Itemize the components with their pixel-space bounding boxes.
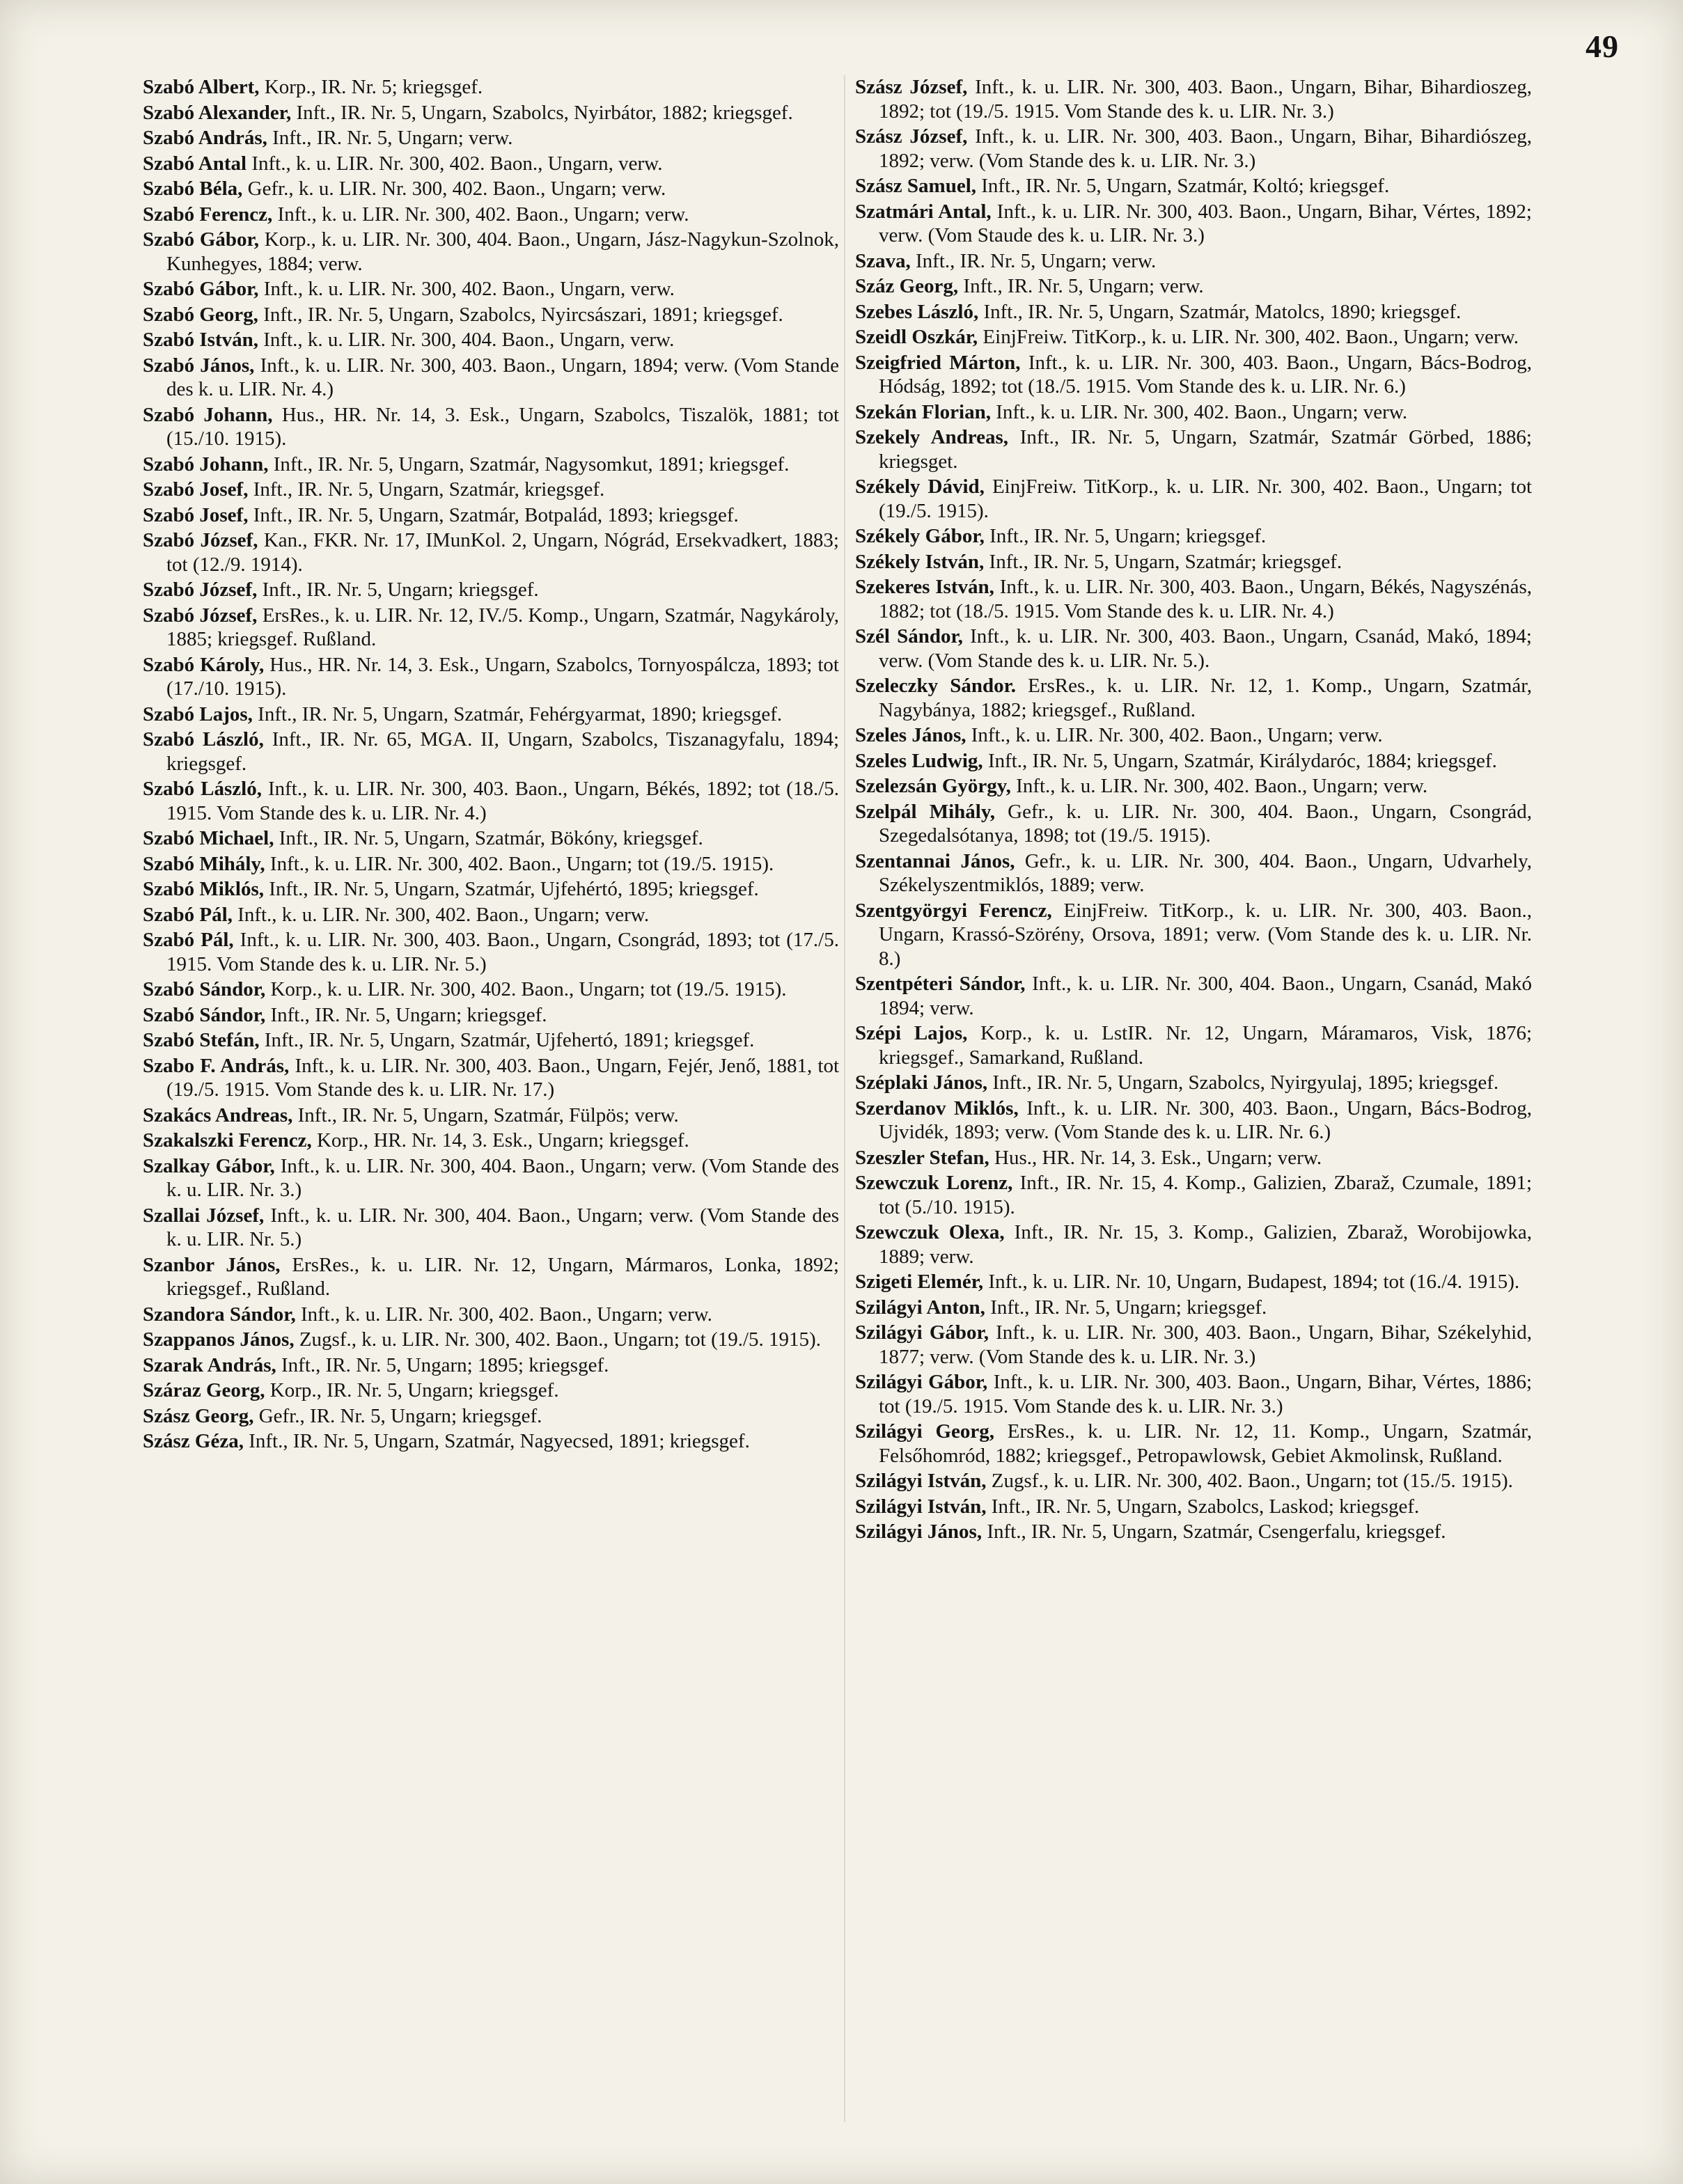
entry-details: Inft., k. u. LIR. Nr. 300, 403. Baon., Ungarn, Bihar, Bihardioszeg, 1892; tot (19./5. 1915. Vom Stande des k. u. LIR. Nr. 3.) <box>879 76 1532 123</box>
entry-name: Szilágyi Georg, <box>855 1420 995 1443</box>
entry-details: Inft., IR. Nr. 5, Ungarn; verw. <box>910 249 1157 272</box>
entry-name: Szabó László, <box>143 778 262 800</box>
entry-details: Inft., k. u. LIR. Nr. 300, 403. Baon., Ungarn, 1894; verw. (Vom Stande des k. u. LIR. Nr. 4.) <box>166 354 840 400</box>
register-entry <box>143 928 839 976</box>
register-entry <box>143 75 839 100</box>
register-entry <box>855 1370 1532 1418</box>
entry-name: Szentgyörgyi Ferencz, <box>855 899 1052 922</box>
entry-details: Inft., k. u. LIR. Nr. 300, 404. Baon., Ungarn, Csanád, Makó 1894; verw. <box>879 973 1532 1019</box>
register-entry <box>143 1303 839 1327</box>
page-number: 49 <box>1586 29 1619 64</box>
entry-name: Szakalszki Ferencz, <box>143 1129 312 1152</box>
register-entry <box>143 1154 839 1202</box>
entry-details: Inft., IR. Nr. 5, Ungarn, Szatmár, Nagysomkut, 1891; kriegsgef. <box>268 453 790 476</box>
entry-details: Inft., IR. Nr. 5, Ungarn; kriegsgef. <box>265 1003 547 1026</box>
entry-name: Szewczuk Olexa, <box>855 1221 1005 1243</box>
register-entry <box>143 403 839 451</box>
entry-name: Szekán Florian, <box>855 400 991 423</box>
register-entry <box>855 351 1532 399</box>
entry-details: Inft., IR. Nr. 5, Ungarn; verw. <box>267 127 513 149</box>
entry-details: EinjFreiw. TitKorp., k. u. LIR. Nr. 300, 402. Baon., Ungarn; verw. <box>978 326 1519 348</box>
register-entry <box>855 1270 1532 1294</box>
entry-details: Gefr., k. u. LIR. Nr. 300, 402. Baon., Ungarn; verw. <box>242 178 666 200</box>
entry-name: Szabó Johann, <box>143 403 273 426</box>
register-entry <box>855 723 1532 748</box>
entry-details: EinjFreiw. TitKorp., k. u. LIR. Nr. 300, 403. Baon., Ungarn, Krassó-Szörény, Orsova, 1891; verw. (Vom Stande des k. u. LIR. Nr. 8.) <box>879 899 1532 970</box>
entry-name: Szabó Miklós, <box>143 878 265 900</box>
entry-details: Inft., IR. Nr. 5, Ungarn, Szatmár, Ujfehertó, 1891; kriegsgef. <box>259 1029 755 1051</box>
entry-details: Hus., HR. Nr. 14, 3. Esk., Ungarn, Szabolcs, Tiszalök, 1881; tot (15./10. 1915). <box>166 403 840 450</box>
register-entry <box>143 478 839 502</box>
register-entry <box>143 1429 839 1454</box>
entry-details: Inft., IR. Nr. 5, Ungarn; kriegsgef. <box>984 525 1267 547</box>
entry-details: Zugsf., k. u. LIR. Nr. 300, 402. Baon., Ungarn; tot (15./5. 1915). <box>986 1470 1513 1492</box>
entry-details: Inft., IR. Nr. 5, Ungarn, Szabolcs, Nyirgyulaj, 1895; kriegsgef. <box>987 1071 1499 1094</box>
register-entry <box>143 126 839 150</box>
entry-name: Szeles János, <box>855 724 966 746</box>
register-entry <box>143 152 839 176</box>
entry-name: Széplaki János, <box>855 1071 988 1094</box>
entry-name: Szabó Béla, <box>143 178 243 200</box>
register-entry <box>855 200 1532 248</box>
entry-details: Inft., k. u. LIR. Nr. 300, 403. Baon., Ungarn, Bács-Bodrog, Ujvidék, 1893; verw. (Vom Stande des k. u. LIR. Nr. 6.) <box>879 1097 1532 1143</box>
entry-name: Szabó László, <box>143 728 264 751</box>
entry-details: Korp., HR. Nr. 14, 3. Esk., Ungarn; kriegsgef. <box>311 1129 689 1152</box>
entry-details: Korp., k. u. LIR. Nr. 300, 402. Baon., Ungarn; tot (19./5. 1915). <box>265 978 787 1000</box>
entry-details: Inft., k. u. LIR. Nr. 300, 402. Baon., Ungarn; tot (19./5. 1915). <box>265 852 774 875</box>
entry-details: Inft., k. u. LIR. Nr. 300, 403. Baon., Ungarn, Bihar, Vértes, 1886; tot (19./5. 1915. Vom Stande des k. u. LIR. Nr. 3.) <box>879 1371 1532 1417</box>
register-entry <box>855 1469 1532 1493</box>
entry-name: Szabó István, <box>143 329 258 351</box>
entry-details: Kan., FKR. Nr. 17, IMunKol. 2, Ungarn, Nógrád, Ersekvadkert, 1883; tot (12./9. 1914). <box>166 529 839 576</box>
entry-name: Szandora Sándor, <box>143 1303 296 1326</box>
entry-details: Inft., k. u. LIR. Nr. 300, 403. Baon., Ungarn, Csongrád, 1893; tot (17./5. 1915. Vom Stande des k. u. LIR. Nr. 5.) <box>166 929 839 975</box>
entry-details: Inft., k. u. LIR. Nr. 10, Ungarn, Budapest, 1894; tot (16./4. 1915). <box>983 1271 1520 1293</box>
entry-name: Székely Gábor, <box>855 525 985 547</box>
entry-details: Inft., IR. Nr. 5, Ungarn, Szatmár, Nagyecsed, 1891; kriegsgef. <box>243 1430 750 1452</box>
entry-details: Inft., k. u. LIR. Nr. 300, 402. Baon., Ungarn; verw. <box>1010 775 1428 797</box>
entry-details: ErsRes., k. u. LIR. Nr. 12, Ungarn, Mármaros, Lonka, 1892; kriegsgef., Rußland. <box>166 1253 839 1300</box>
entry-name: Szilágyi Anton, <box>855 1296 985 1319</box>
entry-details: Inft., IR. Nr. 5, Ungarn, Szatmár, Fülpös; verw. <box>292 1103 679 1126</box>
entry-details: Inft., k. u. LIR. Nr. 300, 403. Baon., Ungarn, Bihar, Bihardiószeg, 1892; verw. (Vom Stande des k. u. LIR. Nr. 3.) <box>879 125 1532 172</box>
register-entry <box>855 475 1532 523</box>
entry-name: Szakács Andreas, <box>143 1103 293 1126</box>
register-entry <box>855 674 1532 722</box>
register-entry <box>855 1520 1532 1544</box>
register-entry <box>855 1220 1532 1268</box>
register-entry <box>143 977 839 1002</box>
entry-name: Székely Dávid, <box>855 476 985 498</box>
register-entry <box>855 400 1532 425</box>
register-entry <box>855 125 1532 173</box>
entry-name: Szász József, <box>855 125 968 148</box>
register-entry <box>855 800 1532 848</box>
register-entry <box>143 1103 839 1128</box>
entry-name: Szász Georg, <box>143 1404 254 1427</box>
entry-name: Szél Sándor, <box>855 625 963 647</box>
entry-details: Inft., k. u. LIR. Nr. 300, 403. Baon., Ungarn, Békés, Nagyszénás, 1882; tot (18./5. 1915. Vom Stande des k. u. LIR. Nr. 4.) <box>879 576 1532 622</box>
entry-name: Szalkay Gábor, <box>143 1154 275 1177</box>
entry-name: Szigeti Elemér, <box>855 1271 984 1293</box>
entry-details: Inft., IR. Nr. 5, Ungarn, Szatmár, Bökóny, kriegsgef. <box>274 827 703 849</box>
register-entry <box>143 728 839 776</box>
register-entry <box>143 877 839 902</box>
entry-details: ErsRes., k. u. LIR. Nr. 12, 1. Komp., Ungarn, Szatmár, Nagybánya, 1882; kriegsgef., Rußland. <box>879 675 1532 721</box>
register-entry <box>855 849 1532 897</box>
entry-name: Szebes László, <box>855 300 979 323</box>
entry-details: Inft., IR. Nr. 5, Ungarn, Szatmár; kriegsgef. <box>984 550 1343 573</box>
entry-details: Inft., IR. Nr. 5, Ungarn, Szatmár, Királydaróc, 1884; kriegsgef. <box>983 749 1497 772</box>
entry-details: Korp., k. u. LIR. Nr. 300, 404. Baon., Ungarn, Jász-Nagykun-Szolnok, Kunhegyes, 1884; verw. <box>166 228 839 275</box>
entry-name: Szabó Johann, <box>143 453 269 476</box>
register-entry <box>855 425 1532 473</box>
entry-details: EinjFreiw. TitKorp., k. u. LIR. Nr. 300, 402. Baon., Ungarn; tot (19./5. 1915). <box>879 476 1533 522</box>
entry-name: Szewczuk Lorenz, <box>855 1172 1013 1194</box>
register-entry <box>143 177 839 201</box>
register-entry <box>855 274 1532 299</box>
entry-name: Szilágyi Gábor, <box>855 1371 988 1393</box>
entry-name: Szeles Ludwig, <box>855 749 983 772</box>
register-entry <box>143 1253 839 1301</box>
entry-name: Szász Samuel, <box>855 175 976 197</box>
register-entry <box>855 624 1532 673</box>
register-entry <box>143 503 839 528</box>
entry-name: Szilágyi János, <box>855 1521 983 1543</box>
register-entry <box>855 1021 1532 1069</box>
entry-details: ErsRes., k. u. LIR. Nr. 12, IV./5. Komp., Ungarn, Szatmár, Nagykároly, 1885; kriegsgef. Rußland. <box>166 604 839 650</box>
entry-name: Szeigfried Márton, <box>855 351 1021 374</box>
entry-details: Inft., IR. Nr. 5, Ungarn, Szabolcs, Laskod; kriegsgef. <box>986 1495 1420 1518</box>
entry-name: Szilágyi István, <box>855 1470 987 1492</box>
entry-details: Korp., IR. Nr. 5, Ungarn; kriegsgef. <box>265 1379 559 1401</box>
entry-details: Inft., IR. Nr. 5, Ungarn; kriegsgef. <box>257 579 539 601</box>
register-entry <box>143 228 839 276</box>
right-column <box>855 75 1532 1546</box>
entry-name: Szabó Sándor, <box>143 1003 266 1026</box>
entry-name: Szabó Josef, <box>143 503 249 526</box>
register-entry <box>855 899 1532 971</box>
register-entry <box>143 604 839 652</box>
entry-name: Szerdanov Miklós, <box>855 1097 1019 1120</box>
entry-name: Szabó József, <box>143 604 258 627</box>
entry-details: Inft., IR. Nr. 5, Ungarn, Szabolcs, Nyircsászari, 1891; kriegsgef. <box>258 303 783 326</box>
entry-details: Inft., k. u. LIR. Nr. 300, 404. Baon., Ungarn; verw. (Vom Stande des k. u. LIR. Nr. 3.) <box>166 1154 839 1201</box>
entry-name: Száz Georg, <box>855 275 959 297</box>
entry-details: Gefr., IR. Nr. 5, Ungarn; kriegsgef. <box>253 1404 542 1427</box>
entry-details: Korp., IR. Nr. 5; kriegsgef. <box>259 76 483 98</box>
entry-name: Szabó Sándor, <box>143 978 266 1000</box>
register-entry <box>855 524 1532 549</box>
entry-name: Szabó János, <box>143 354 255 377</box>
entry-details: Inft., IR. Nr. 5, Ungarn; verw. <box>958 275 1204 297</box>
entry-details: Gefr., k. u. LIR. Nr. 300, 404. Baon., Ungarn, Csongrád, Szegedalsótanya, 1898; tot (19./5. 1915). <box>879 800 1532 847</box>
entry-name: Székely István, <box>855 550 985 573</box>
entry-details: Inft., IR. Nr. 5, Ungarn, Szatmár, Ujfehértó, 1895; kriegsgef. <box>264 878 759 900</box>
register-entry <box>143 453 839 477</box>
entry-name: Szépi Lajos, <box>855 1022 968 1044</box>
register-entry <box>143 653 839 701</box>
left-column <box>143 75 839 1455</box>
register-entry <box>855 749 1532 773</box>
entry-name: Szabó Pál, <box>143 903 233 926</box>
entry-name: Szabó Pál, <box>143 929 234 951</box>
register-entry <box>855 249 1532 274</box>
register-entry <box>143 1129 839 1153</box>
entry-details: Gefr., k. u. LIR. Nr. 300, 404. Baon., Ungarn, Udvarhely, Székelyszentmiklós, 1889; verw. <box>879 849 1532 896</box>
register-entry <box>143 203 839 227</box>
entry-name: Szabó Josef, <box>143 478 249 501</box>
entry-details: Inft., IR. Nr. 5, Ungarn, Szatmár, Szatmár Görbed, 1886; kriegsget. <box>879 426 1532 473</box>
entry-name: Szász Géza, <box>143 1430 244 1452</box>
entry-details: Inft., IR. Nr. 5, Ungarn; kriegsgef. <box>985 1296 1267 1319</box>
entry-name: Szabó Lajos, <box>143 702 253 725</box>
entry-name: Szabó Georg, <box>143 303 258 326</box>
register-entry <box>143 328 839 352</box>
register-entry <box>855 1071 1532 1095</box>
entry-details: Inft., IR. Nr. 5, Ungarn, Szatmár, Matolcs, 1890; kriegsgef. <box>978 300 1462 323</box>
entry-name: Szabó Gábor, <box>143 228 260 251</box>
entry-name: Szatmári Antal, <box>855 200 992 223</box>
register-entry <box>143 303 839 327</box>
register-entry <box>143 1003 839 1028</box>
entry-name: Száraz Georg, <box>143 1379 265 1401</box>
register-entry <box>855 1420 1532 1468</box>
entry-details: Inft., IR. Nr. 5, Ungarn; 1895; kriegsgef. <box>276 1353 609 1376</box>
entry-name: Szentpéteri Sándor, <box>855 973 1026 995</box>
entry-name: Szabó József, <box>143 529 258 551</box>
entry-name: Szallai József, <box>143 1204 265 1227</box>
register-entry <box>855 1495 1532 1519</box>
entry-details: Inft., IR. Nr. 5, Ungarn, Szabolcs, Nyirbátor, 1882; kriegsgef. <box>291 101 793 124</box>
entry-details: Inft., k. u. LIR. Nr. 300, 403. Baon., Ungarn, Bács-Bodrog, Hódság, 1892; tot (18./5. 1915. Vom Stande des k. u. LIR. Nr. 6.) <box>879 351 1532 398</box>
entry-name: Szeidl Oszkár, <box>855 326 978 348</box>
entry-name: Szilágyi István, <box>855 1495 987 1518</box>
entry-details: Inft., IR. Nr. 5, Ungarn, Szatmár, Botpalád, 1893; kriegsgef. <box>248 503 739 526</box>
entry-name: Szabó Károly, <box>143 653 265 676</box>
entry-name: Szeleczky Sándor. <box>855 675 1017 697</box>
entry-details: Inft., k. u. LIR. Nr. 300, 403. Baon., Ungarn, Csanád, Makó, 1894; verw. (Vom Stande des k. u. LIR. Nr. 5.). <box>879 625 1532 672</box>
register-entry <box>855 1097 1532 1145</box>
entry-name: Szava, <box>855 249 911 272</box>
entry-details: Inft., k. u. LIR. Nr. 300, 404. Baon., Ungarn; verw. (Vom Stande des k. u. LIR. Nr. 5.) <box>166 1204 839 1250</box>
entry-name: Szekely Andreas, <box>855 426 1009 448</box>
register-entry <box>143 1378 839 1403</box>
entry-name: Szabó József, <box>143 579 258 601</box>
entry-details: Inft., IR. Nr. 5, Ungarn, Szatmár, Koltó; kriegsgef. <box>976 175 1390 197</box>
register-entry <box>855 1171 1532 1219</box>
register-entry <box>855 774 1532 799</box>
register-entry <box>143 578 839 602</box>
entry-details: Inft., IR. Nr. 15, 4. Komp., Galizien, Zbaraž, Czumale, 1891; tot (5./10. 1915). <box>879 1172 1532 1218</box>
entry-name: Szabó Albert, <box>143 76 260 98</box>
entry-details: Zugsf., k. u. LIR. Nr. 300, 402. Baon., Ungarn; tot (19./5. 1915). <box>294 1328 821 1351</box>
entry-details: Inft., k. u. LIR. Nr. 300, 402. Baon., Ungarn, verw. <box>258 278 675 300</box>
entry-details: Inft., k. u. LIR. Nr. 300, 403. Baon., Ungarn, Békés, 1892; tot (18./5. 1915. Vom Stande des k. u. LIR. Nr. 4.) <box>166 778 840 824</box>
register-entry <box>855 550 1532 574</box>
entry-details: Inft., k. u. LIR. Nr. 300, 402. Baon., Ungarn; verw. <box>966 724 1383 746</box>
entry-name: Szabó Ferencz, <box>143 203 273 226</box>
register-entry <box>143 101 839 125</box>
entry-details: Inft., k. u. LIR. Nr. 300, 404. Baon., Ungarn, verw. <box>258 329 675 351</box>
entry-name: Szarak András, <box>143 1353 276 1376</box>
entry-name: Szentannai János, <box>855 849 1015 872</box>
entry-details: Inft., k. u. LIR. Nr. 300, 402. Baon., Ungarn; verw. <box>232 903 650 926</box>
entry-name: Szabó András, <box>143 127 267 149</box>
entry-details: Inft., IR. Nr. 15, 3. Komp., Galizien, Zbaraž, Worobijowka, 1889; verw. <box>879 1221 1532 1268</box>
register-entry <box>143 1204 839 1252</box>
register-entry <box>143 1404 839 1429</box>
entry-name: Szeszler Stefan, <box>855 1146 989 1169</box>
entry-name: Szappanos János, <box>143 1328 295 1351</box>
entry-name: Szabo F. András, <box>143 1054 290 1077</box>
register-entry <box>143 354 839 402</box>
register-entry <box>855 300 1532 324</box>
entry-name: Szabó Mihály, <box>143 852 265 875</box>
register-entry <box>143 777 839 825</box>
entry-details: Hus., HR. Nr. 14, 3. Esk., Ungarn; verw. <box>989 1146 1322 1169</box>
register-entry <box>855 1296 1532 1320</box>
register-entry <box>143 277 839 301</box>
entry-name: Szabó Gábor, <box>143 278 259 300</box>
entry-name: Szelezsán György, <box>855 775 1011 797</box>
entry-details: ErsRes., k. u. LIR. Nr. 12, 11. Komp., Ungarn, Szatmár, Felsőhomród, 1882; kriegsgef., Petropawlowsk, Gebiet Akmolinsk, Rußland. <box>879 1420 1532 1467</box>
entry-details: Inft., k. u. LIR. Nr. 300, 402. Baon., Ungarn; verw. <box>295 1303 712 1326</box>
register-entry <box>143 1353 839 1378</box>
entry-name: Szabó Michael, <box>143 827 274 849</box>
entry-details: Inft., k. u. LIR. Nr. 300, 402. Baon., Ungarn; verw. <box>990 400 1408 423</box>
register-entry <box>855 325 1532 349</box>
entry-details: Inft., k. u. LIR. Nr. 300, 403. Baon., Ungarn, Fejér, Jenő, 1881, tot (19./5. 1915. Vom Stande des k. u. LIR. Nr. 17.) <box>166 1054 840 1101</box>
entry-name: Szabó Stefán, <box>143 1029 260 1051</box>
register-entry <box>143 702 839 727</box>
register-entry <box>143 1054 839 1102</box>
entry-details: Inft., k. u. LIR. Nr. 300, 403. Baon., Ungarn, Bihar, Vértes, 1892; verw. (Vom Staude des k. u. LIR. Nr. 3.) <box>879 200 1532 246</box>
register-entry <box>855 1146 1532 1170</box>
entry-name: Szanbor János, <box>143 1253 281 1276</box>
entry-details: Inft., k. u. LIR. Nr. 300, 403. Baon., Ungarn, Bihar, Székelyhid, 1877; verw. (Vom Stande des k. u. LIR. Nr. 3.) <box>879 1321 1532 1368</box>
entry-name: Szilágyi Gábor, <box>855 1321 989 1344</box>
register-entry <box>855 575 1532 623</box>
column-divider <box>844 75 845 2122</box>
register-entry <box>143 528 839 576</box>
entry-name: Szabó Alexander, <box>143 101 292 124</box>
entry-details: Korp., k. u. LstIR. Nr. 12, Ungarn, Máramaros, Visk, 1876; kriegsgef., Samarkand, Rußland. <box>879 1022 1533 1069</box>
register-entry <box>855 174 1532 198</box>
register-entry <box>143 1328 839 1352</box>
register-entry <box>855 972 1532 1020</box>
register-entry <box>855 75 1532 123</box>
entry-name: Szász József, <box>855 76 968 98</box>
register-entry <box>143 1028 839 1053</box>
entry-name: Szabó Antal <box>143 152 247 175</box>
entry-name: Szekeres István, <box>855 576 994 598</box>
entry-details: Hus., HR. Nr. 14, 3. Esk., Ungarn, Szabolcs, Tornyospálcza, 1893; tot (17./10. 1915). <box>166 653 839 700</box>
entry-details: Inft., k. u. LIR. Nr. 300, 402. Baon., Ungarn, verw. <box>246 152 663 175</box>
entry-details: Inft., IR. Nr. 5, Ungarn, Szatmár, kriegsgef. <box>248 478 605 501</box>
register-entry <box>143 903 839 927</box>
register-entry <box>143 852 839 877</box>
entry-details: Inft., IR. Nr. 5, Ungarn, Szatmár, Csengerfalu, kriegsgef. <box>982 1521 1446 1543</box>
entry-name: Szelpál Mihály, <box>855 800 996 823</box>
entry-details: Inft., k. u. LIR. Nr. 300, 402. Baon., Ungarn; verw. <box>272 203 689 226</box>
entry-details: Inft., IR. Nr. 65, MGA. II, Ungarn, Szabolcs, Tiszanagyfalu, 1894; kriegsgef. <box>166 728 840 775</box>
register-entry <box>855 1321 1532 1369</box>
entry-details: Inft., IR. Nr. 5, Ungarn, Szatmár, Fehérgyarmat, 1890; kriegsgef. <box>252 702 783 725</box>
register-entry <box>143 826 839 851</box>
